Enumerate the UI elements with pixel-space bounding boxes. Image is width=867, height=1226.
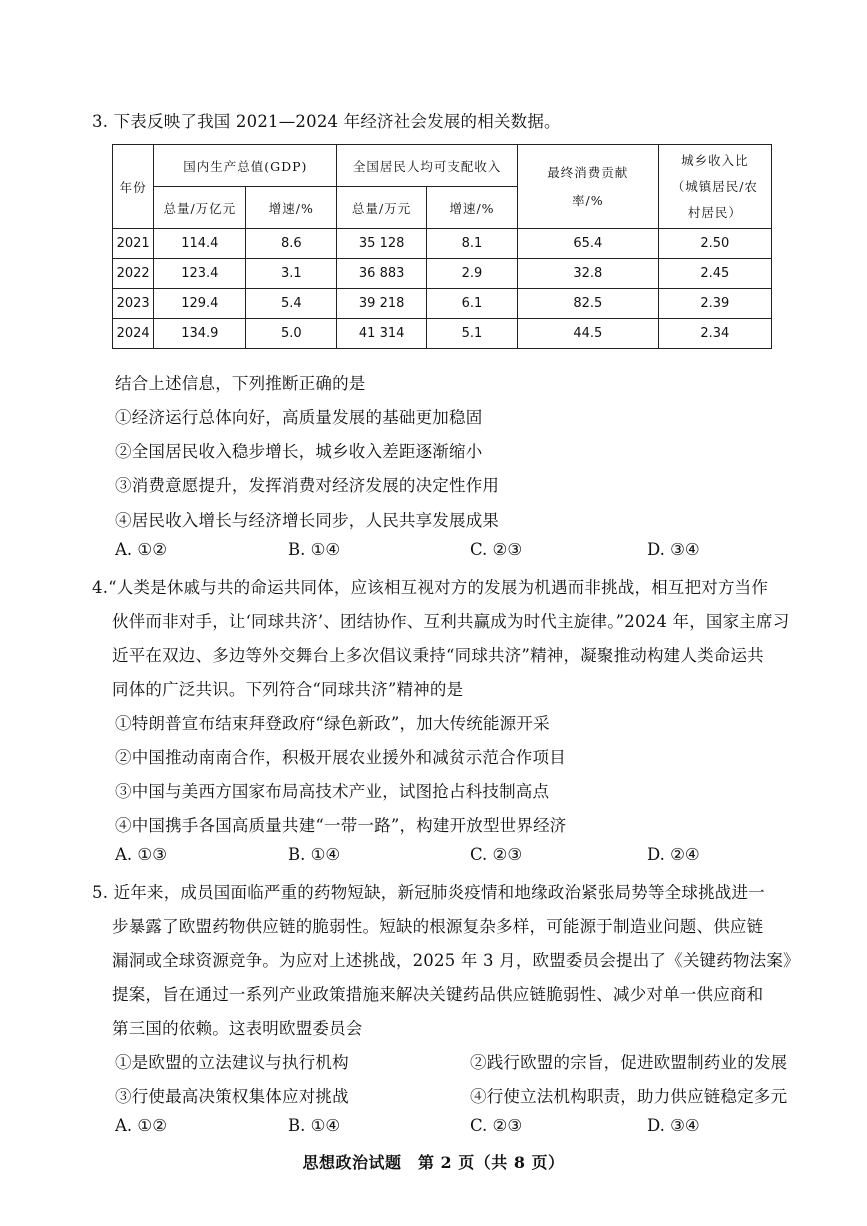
q5-stem-line-5: 第三国的依赖。这表明欧盟委员会 bbox=[112, 1019, 363, 1038]
q4-item-3: ③中国与美西方国家布局高技术产业，试图抢占科技制高点 bbox=[115, 782, 550, 801]
cell-consumption: 82.5 bbox=[517, 289, 658, 319]
cell-gdp-growth: 3.1 bbox=[246, 259, 337, 289]
q4-item-4: ④中国携手各国高质量共建“一带一路”，构建开放型世界经济 bbox=[115, 816, 567, 835]
option-b[interactable]: B. ①④ bbox=[288, 1116, 341, 1135]
cell-income: 36 883 bbox=[337, 259, 427, 289]
table-header-consumption: 最终消费贡献率/% bbox=[517, 145, 658, 229]
q5-stem-line-1: 5. 近年来，成员国面临严重的药物短缺，新冠肺炎疫情和地缘政治紧张局势等全球挑战进一 bbox=[92, 883, 765, 902]
q5-item-3: ③行使最高决策权集体应对挑战 bbox=[115, 1087, 349, 1106]
cell-income-growth: 2.9 bbox=[427, 259, 518, 289]
cell-gdp: 114.4 bbox=[154, 229, 246, 259]
cell-income-growth: 6.1 bbox=[427, 289, 518, 319]
cell-ratio: 2.45 bbox=[658, 259, 771, 289]
table-header-gdp-total: 总量/万亿元 bbox=[154, 187, 246, 229]
cell-gdp-growth: 8.6 bbox=[246, 229, 337, 259]
q3-item-3: ③消费意愿提升，发挥消费对经济发展的决定性作用 bbox=[115, 476, 500, 495]
cell-year: 2024 bbox=[113, 319, 154, 349]
q3-prompt: 结合上述信息，下列推断正确的是 bbox=[115, 374, 366, 393]
cell-consumption: 44.5 bbox=[517, 319, 658, 349]
option-a[interactable]: A. ①② bbox=[115, 1116, 167, 1135]
q3-item-2: ②全国居民收入稳步增长，城乡收入差距逐渐缩小 bbox=[115, 442, 483, 461]
cell-gdp-growth: 5.0 bbox=[246, 319, 337, 349]
q3-stem: 3. 下表反映了我国 2021—2024 年经济社会发展的相关数据。 bbox=[92, 112, 561, 131]
option-b[interactable]: B. ①④ bbox=[288, 845, 341, 864]
option-a[interactable]: A. ①③ bbox=[115, 845, 167, 864]
table-row bbox=[113, 319, 772, 349]
option-a[interactable]: A. ①② bbox=[115, 540, 167, 559]
cell-gdp: 123.4 bbox=[154, 259, 246, 289]
table-header-income-growth: 增速/% bbox=[427, 187, 518, 229]
option-c[interactable]: C. ②③ bbox=[470, 540, 523, 559]
cell-income-growth: 5.1 bbox=[427, 319, 518, 349]
page-footer: 思想政治试题 第 2 页（共 8 页） bbox=[302, 1153, 565, 1172]
q3-item-4: ④居民收入增长与经济增长同步，人民共享发展成果 bbox=[115, 511, 500, 530]
table-header-gdp-growth: 增速/% bbox=[246, 187, 337, 229]
cell-gdp: 129.4 bbox=[154, 289, 246, 319]
q3-options bbox=[115, 540, 755, 564]
cell-income: 41 314 bbox=[337, 319, 427, 349]
cell-gdp: 134.9 bbox=[154, 319, 246, 349]
q4-item-2: ②中国推动南南合作，积极开展农业援外和减贫示范合作项目 bbox=[115, 748, 566, 767]
q4-options bbox=[115, 845, 755, 869]
cell-income: 39 218 bbox=[337, 289, 427, 319]
q4-stem-line-2: 伙伴而非对手，让‘同球共济’、团结协作、互利共赢成为时代主旋律。”2024 年，国家主席习 bbox=[112, 612, 790, 631]
cell-year: 2022 bbox=[113, 259, 154, 289]
option-d[interactable]: D. ③④ bbox=[647, 540, 700, 559]
option-c[interactable]: C. ②③ bbox=[470, 1116, 523, 1135]
q4-item-1: ①特朗普宣布结束拜登政府“绿色新政”，加大传统能源开采 bbox=[115, 714, 550, 733]
q5-stem-line-3: 漏洞或全球资源竞争。为应对上述挑战，2025 年 3 月，欧盟委员会提出了《关键药物法案》 bbox=[112, 951, 800, 970]
q5-stem-line-4: 提案，旨在通过一系列产业政策措施来解决关键药品供应链脆弱性、减少对单一供应商和 bbox=[112, 985, 764, 1004]
table-header-gdp: 国内生产总值(GDP) bbox=[154, 145, 337, 187]
q5-item-4: ④行使立法机构职责，助力供应链稳定多元 bbox=[470, 1087, 788, 1106]
q5-item-1: ①是欧盟的立法建议与执行机构 bbox=[115, 1053, 349, 1072]
cell-year: 2023 bbox=[113, 289, 154, 319]
q4-stem-line-3: 近平在双边、多边等外交舞台上多次倡议秉持“同球共济”精神，凝聚推动构建人类命运共 bbox=[112, 646, 764, 665]
option-d[interactable]: D. ③④ bbox=[647, 1116, 700, 1135]
table-row bbox=[113, 259, 772, 289]
cell-consumption: 65.4 bbox=[517, 229, 658, 259]
cell-ratio: 2.39 bbox=[658, 289, 771, 319]
table-header-ratio: 城乡收入比（城镇居民/农村居民） bbox=[658, 145, 771, 229]
table-row bbox=[113, 229, 772, 259]
cell-consumption: 32.8 bbox=[517, 259, 658, 289]
option-c[interactable]: C. ②③ bbox=[470, 845, 523, 864]
cell-ratio: 2.34 bbox=[658, 319, 771, 349]
table-header-income-total: 总量/万元 bbox=[337, 187, 427, 229]
q5-item-2: ②践行欧盟的宗旨，促进欧盟制药业的发展 bbox=[470, 1053, 788, 1072]
option-b[interactable]: B. ①④ bbox=[288, 540, 341, 559]
q3-item-1: ①经济运行总体向好，高质量发展的基础更加稳固 bbox=[115, 408, 483, 427]
cell-income: 35 128 bbox=[337, 229, 427, 259]
q4-stem-line-4: 同体的广泛共识。下列符合“同球共济”精神的是 bbox=[112, 680, 464, 699]
option-d[interactable]: D. ②④ bbox=[647, 845, 700, 864]
q3-data-table bbox=[112, 144, 772, 349]
q5-stem-line-2: 步暴露了欧盟药物供应链的脆弱性。短缺的根源复杂多样，可能源于制造业问题、供应链 bbox=[112, 917, 764, 936]
q4-stem-line-1: 4.“人类是休戚与共的命运共同体，应该相互视对方的发展为机遇而非挑战，相互把对方当作 bbox=[92, 578, 769, 597]
table-header-income: 全国居民人均可支配收入 bbox=[337, 145, 518, 187]
table-row bbox=[113, 289, 772, 319]
cell-gdp-growth: 5.4 bbox=[246, 289, 337, 319]
cell-year: 2021 bbox=[113, 229, 154, 259]
q5-options bbox=[115, 1116, 755, 1140]
cell-income-growth: 8.1 bbox=[427, 229, 518, 259]
table-header-year: 年份 bbox=[113, 145, 154, 229]
cell-ratio: 2.50 bbox=[658, 229, 771, 259]
